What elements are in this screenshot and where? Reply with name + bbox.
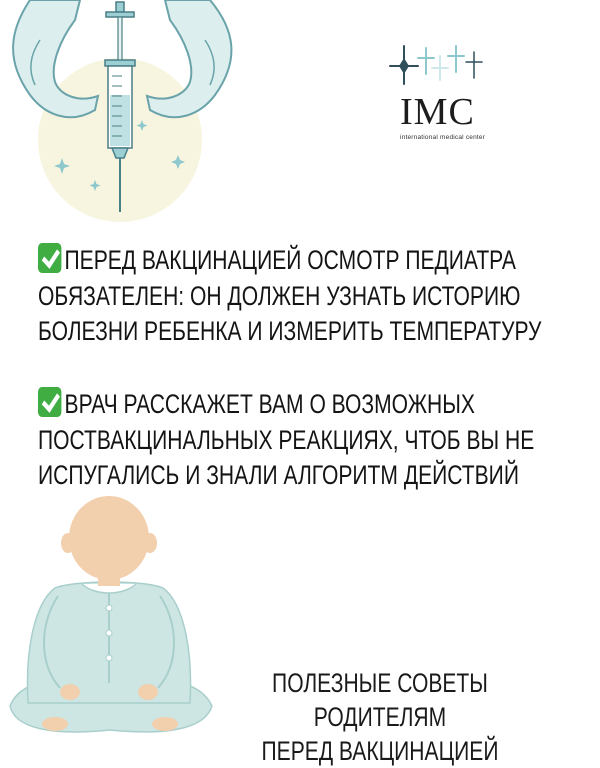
tip-2: [38, 387, 535, 494]
tip-2-line-1: ВРАЧ РАССКАЖЕТ ВАМ О ВОЗМОЖНЫХ: [64, 389, 475, 419]
footer-caption: [232, 666, 528, 768]
check-mark-icon: [38, 387, 61, 417]
tip-2-line-2: ПОСТВАКЦИНАЛЬНЫХ РЕАКЦИЯХ, ЧТОБ ВЫ НЕ: [38, 424, 535, 455]
tip-1-line-3: БОЛЕЗНИ РЕБЕНКА И ИЗМЕРИТЬ ТЕМПЕРАТУРУ: [38, 316, 542, 346]
tip-1-line-1: ПЕРЕД ВАКЦИНАЦИЕЙ ОСМОТР ПЕДИАТРА: [64, 245, 516, 275]
check-mark-icon: [38, 243, 61, 273]
brand-name: IMC: [400, 91, 475, 133]
tip-1-line-2: ОБЯЗАТЕЛЕН: ОН ДОЛЖЕН УЗНАТЬ ИСТОРИЮ: [38, 280, 521, 311]
tip-1: [38, 243, 542, 350]
tip-2-line-3: ИСПУГАЛИСЬ И ЗНАЛИ АЛГОРИТМ ДЕЙСТВИЙ: [38, 460, 519, 490]
footer-line-1: ПОЛЕЗНЫЕ СОВЕТЫ РОДИТЕЛЯМ: [272, 668, 488, 732]
footer-line-2: ПЕРЕД ВАКЦИНАЦИЕЙ: [261, 736, 499, 766]
baby-illustration: [0, 488, 220, 749]
brand-tagline: international medical center: [400, 134, 486, 141]
hands-syringe-illustration: [0, 0, 300, 225]
